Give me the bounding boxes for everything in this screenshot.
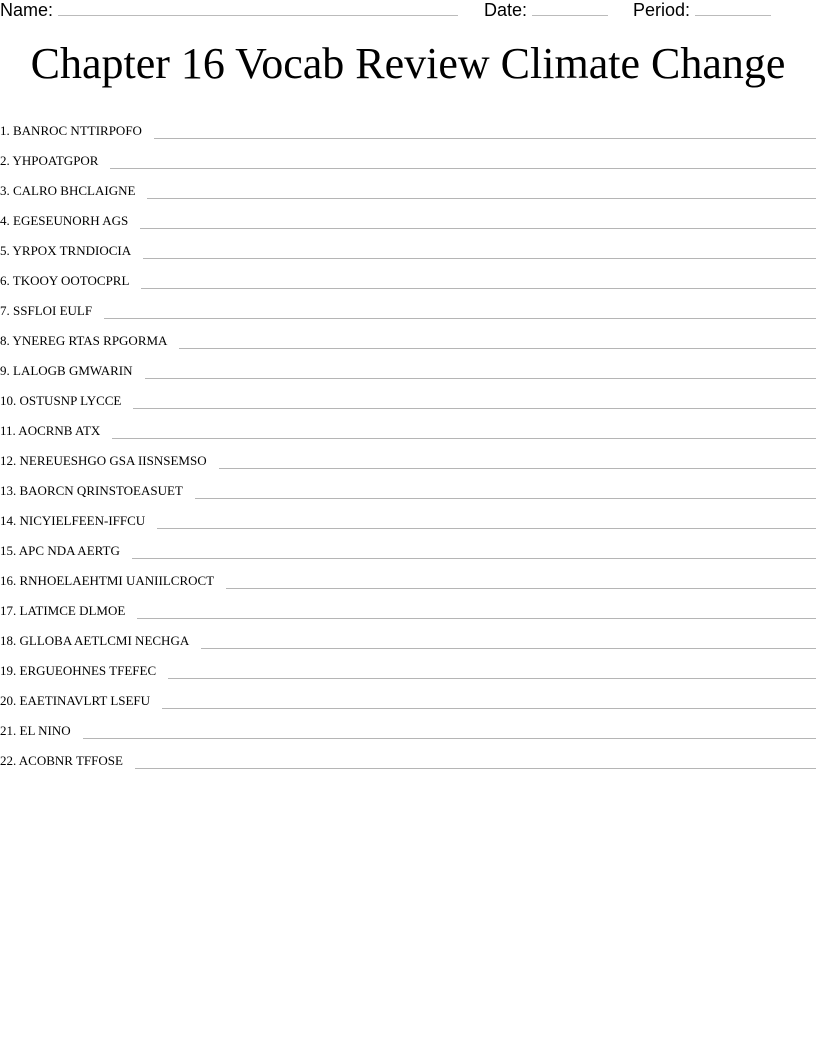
page-title: Chapter 16 Vocab Review Climate Change	[30, 39, 786, 88]
scrambled-word: 6. TKOOY OOTOCPRL	[0, 273, 130, 288]
list-item	[0, 410, 816, 440]
list-item	[0, 740, 816, 770]
list-item	[0, 320, 816, 350]
answer-line[interactable]	[201, 647, 816, 649]
scrambled-word: 13. BAORCN QRINSTOEASUET	[0, 483, 183, 498]
list-item	[0, 350, 816, 380]
list-item	[0, 110, 816, 140]
answer-line[interactable]	[135, 767, 816, 769]
date-blank[interactable]	[532, 1, 608, 16]
list-item	[0, 560, 816, 590]
scrambled-word: 22. ACOBNR TFFOSE	[0, 753, 123, 768]
scrambled-word: 5. YRPOX TRNDIOCIA	[0, 243, 132, 258]
answer-line[interactable]	[143, 257, 816, 259]
scrambled-word: 11. AOCRNB ATX	[0, 423, 101, 438]
list-item	[0, 590, 816, 620]
list-item	[0, 260, 816, 290]
answer-line[interactable]	[219, 467, 816, 469]
answer-line[interactable]	[141, 287, 816, 289]
scrambled-word: 19. ERGUEOHNES TFEFEC	[0, 663, 157, 678]
scrambled-word: 4. EGESEUNORH AGS	[0, 213, 129, 228]
list-item	[0, 650, 816, 680]
header-row	[0, 0, 816, 22]
answer-line[interactable]	[226, 587, 816, 589]
list-item	[0, 380, 816, 410]
answer-line[interactable]	[112, 437, 816, 439]
answer-line[interactable]	[140, 227, 816, 229]
name-field[interactable]	[0, 0, 458, 20]
answer-line[interactable]	[137, 617, 816, 619]
answer-line[interactable]	[83, 737, 816, 739]
list-item	[0, 470, 816, 500]
scrambled-word: 15. APC NDA AERTG	[0, 543, 120, 558]
scrambled-word: 18. GLLOBA AETLCMI NECHGA	[0, 633, 190, 648]
scrambled-word: 9. LALOGB GMWARIN	[0, 363, 133, 378]
word-list	[0, 110, 816, 770]
scrambled-word: 2. YHPOATGPOR	[0, 153, 99, 168]
list-item	[0, 440, 816, 470]
answer-line[interactable]	[179, 347, 816, 349]
scrambled-word: 1. BANROC NTTIRPOFO	[0, 123, 142, 138]
answer-line[interactable]	[154, 137, 816, 139]
scrambled-word: 7. SSFLOI EULF	[0, 303, 93, 318]
date-label: Date:	[484, 0, 528, 20]
scrambled-word: 20. EAETINAVLRT LSEFU	[0, 693, 151, 708]
list-item	[0, 620, 816, 650]
list-item	[0, 530, 816, 560]
answer-line[interactable]	[195, 497, 816, 499]
list-item	[0, 140, 816, 170]
scrambled-word: 16. RNHOELAEHTMI UANIILCROCT	[0, 573, 215, 588]
scrambled-word: 14. NICYIELFEEN-IFFCU	[0, 513, 146, 528]
period-blank[interactable]	[695, 1, 771, 16]
scrambled-word: 8. YNEREG RTAS RPGORMA	[0, 333, 168, 348]
answer-line[interactable]	[147, 197, 816, 199]
list-item	[0, 170, 816, 200]
scrambled-word: 21. EL NINO	[0, 723, 71, 738]
list-item	[0, 290, 816, 320]
answer-line[interactable]	[132, 557, 816, 559]
scrambled-word: 12. NEREUESHGO GSA IISNSEMSO	[0, 453, 207, 468]
answer-line[interactable]	[133, 407, 816, 409]
list-item	[0, 680, 816, 710]
date-field[interactable]	[484, 0, 608, 20]
period-field[interactable]	[633, 0, 771, 20]
period-label: Period:	[633, 0, 691, 20]
name-label: Name:	[0, 0, 54, 20]
scrambled-word: 17. LATIMCE DLMOE	[0, 603, 126, 618]
scrambled-word: 3. CALRO BHCLAIGNE	[0, 183, 136, 198]
answer-line[interactable]	[145, 377, 816, 379]
answer-line[interactable]	[110, 167, 816, 169]
answer-line[interactable]	[168, 677, 816, 679]
scrambled-word: 10. OSTUSNP LYCCE	[0, 393, 122, 408]
answer-line[interactable]	[104, 317, 816, 319]
list-item	[0, 500, 816, 530]
list-item	[0, 710, 816, 740]
name-blank[interactable]	[58, 1, 458, 16]
answer-line[interactable]	[162, 707, 816, 709]
list-item	[0, 200, 816, 230]
answer-line[interactable]	[157, 527, 816, 529]
list-item	[0, 230, 816, 260]
